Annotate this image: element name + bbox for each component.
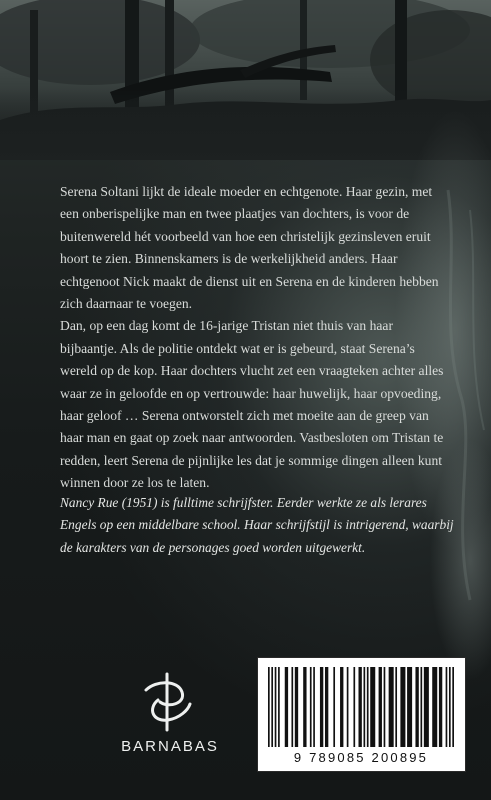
- blurb-paragraph-2: Dan, op een dag komt de 16-jarige Tristan niet thuis van haar bijbaantje. Als de politie ontdekt wat er is gebeurd, staat Serena’s wereld op de kop. Haar dochters vlucht zet een vraagteken achter alles waar ze in geloofde en op vertrouwde: haar huwelijk, haar opvoeding, haar geloof … Serena ontworstelt zich met moeite aan de greep van haar man en gaat op zoek naar antwoorden. Vastbesloten om Tristan te redden, leert Serena de pijnlijke les dat je sommige dingen alleen kunt winnen door ze los te laten.: [60, 318, 444, 491]
- blurb-paragraph-1: Serena Soltani lijkt de ideale moeder en echtgenote. Haar gezin, met een onberispelijke man en twee plaatjes van dochters, is voor de buitenwereld hét voorbeeld van hoe een christelijk gezinsleven eruit hoort te zien. Binnenskamers is de werkelijkheid anders. Haar echtgenoot Nick maakt de dienst uit en Serena en de kinderen hebben zich daarnaar te voegen.: [60, 184, 439, 312]
- blurb-text: [60, 181, 445, 495]
- barcode-number: 9 789085 200895: [293, 750, 429, 765]
- isbn-barcode: [257, 657, 466, 772]
- barnabas-cross-logo-icon: [138, 670, 196, 732]
- publisher-name: BARNABAS: [121, 738, 219, 755]
- author-bio: Nancy Rue (1951) is fulltime schrijfster. Eerder werkte ze als lerares Engels op een middelbare school. Haar schrijfstijl is intrigerend, waarbij de karakters van de personages goed worden uitgewerkt.: [60, 495, 454, 555]
- barcode-bars: [268, 667, 454, 752]
- publisher-logo: [110, 670, 230, 765]
